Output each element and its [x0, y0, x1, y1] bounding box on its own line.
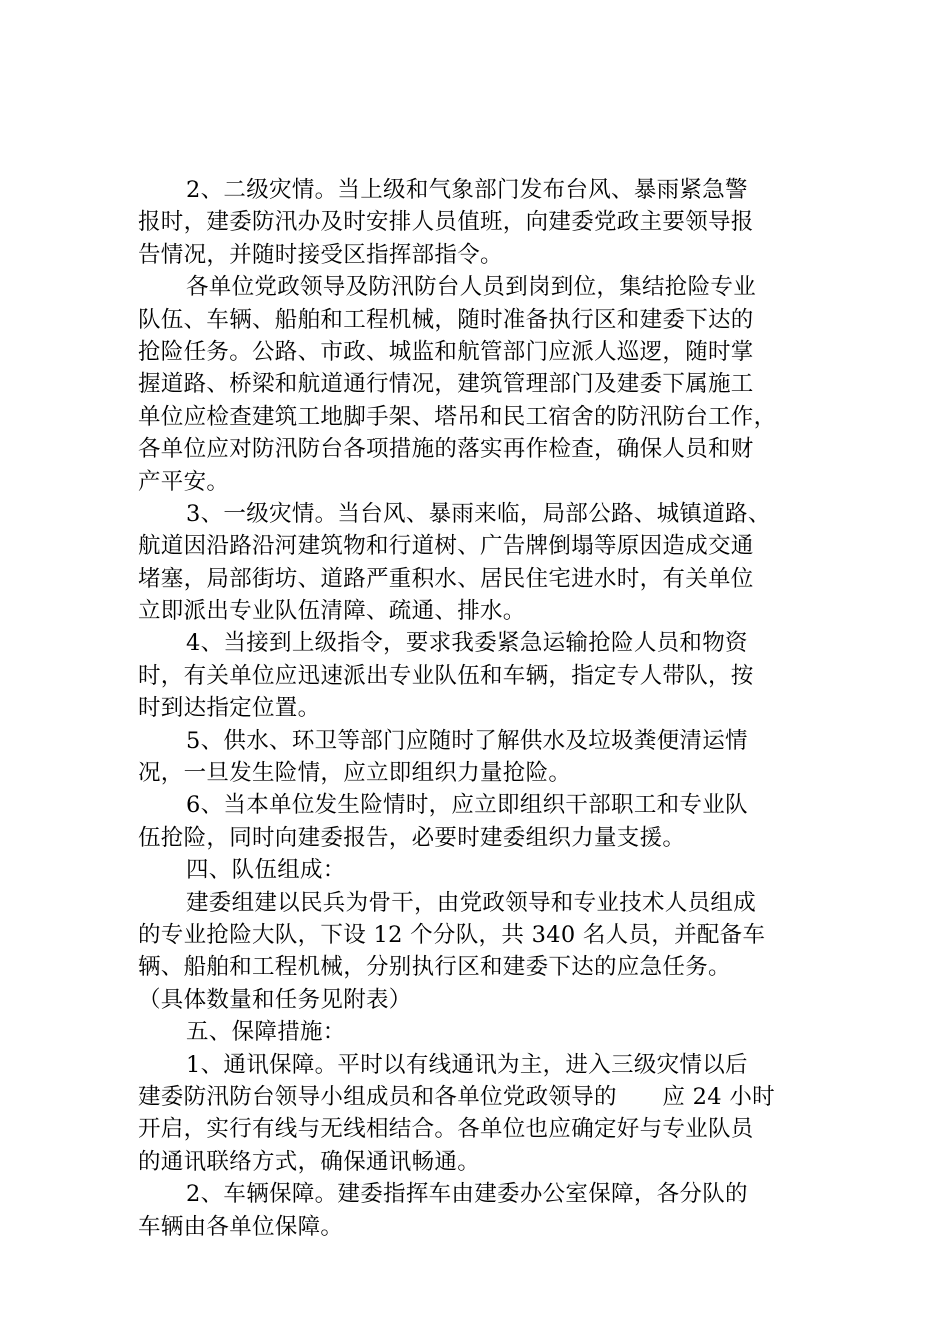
text-line-12: 航道因沿路沿河建筑物和行道树、广告牌倒塌等原因造成交通 — [138, 533, 754, 560]
text-line-18: 5、供水、环卫等部门应随时了解供水及垃圾粪便清运情 — [186, 727, 748, 754]
text-line-1: 2、二级灾情。当上级和气象部门发布台风、暴雨紧急警 — [186, 177, 748, 203]
text-line-15: 4、当接到上级指令，要求我委紧急运输抢险人员和物资 — [186, 630, 748, 657]
document-body — [138, 174, 838, 1243]
text-line-20: 6、当本单位发生险情时，应立即组织干部职工和专业队 — [186, 792, 748, 819]
text-line-21: 伍抢险，同时向建委报告，必要时建委组织力量支援。 — [138, 824, 686, 851]
text-line-11: 3、一级灾情。当台风、暴雨来临，局部公路、城镇道路、 — [186, 500, 771, 527]
text-line-4: 各单位党政领导及防汛防台人员到岗到位，集结抢险专业 — [186, 274, 757, 301]
text-line-31: 的通讯联络方式，确保通讯畅通。 — [138, 1148, 481, 1175]
text-line-13: 堵塞，局部街坊、道路严重积水、居民住宅进水时，有关单位 — [138, 565, 754, 592]
text-line-10: 产平安。 — [138, 468, 230, 495]
text-line-16: 时，有关单位应迅速派出专业队伍和车辆，指定专人带队，按 — [138, 662, 754, 689]
section-heading-4: 四、队伍组成： — [186, 857, 346, 884]
text-line-33: 车辆由各单位保障。 — [138, 1213, 344, 1240]
text-line-2: 报时，建委防汛办及时安排人员值班，向建委党政主要领导报 — [138, 209, 754, 236]
text-line-23: 建委组建以民兵为骨干，由党政领导和专业技术人员组成 — [186, 889, 757, 916]
text-line-28: 1、通讯保障。平时以有线通讯为主，进入三级灾情以后 — [186, 1051, 748, 1078]
text-line-29: 建委防汛防台领导小组成员和各单位党政领导的 应 24 小时 — [138, 1083, 775, 1110]
text-line-7: 握道路、桥梁和航道通行情况，建筑管理部门及建委下属施工 — [138, 371, 754, 398]
text-line-30: 开启，实行有线与无线相结合。各单位也应确定好与专业队员 — [138, 1116, 754, 1143]
text-line-3: 告情况，并随时接受区指挥部指令。 — [138, 241, 503, 268]
text-line-8: 单位应检查建筑工地脚手架、塔吊和民工宿舍的防汛防台工作， — [138, 403, 777, 430]
text-line-32: 2、车辆保障。建委指挥车由建委办公室保障，各分队的 — [186, 1181, 748, 1208]
text-line-9: 各单位应对防汛防台各项措施的落实再作检查，确保人员和财 — [138, 436, 754, 463]
text-line-17: 时到达指定位置。 — [138, 695, 321, 722]
text-line-14: 立即派出专业队伍清障、疏通、排水。 — [138, 598, 526, 625]
text-line-19: 况，一旦发生险情，应立即组织力量抢险。 — [138, 760, 572, 787]
section-heading-5: 五、保障措施： — [186, 1019, 346, 1046]
text-line-25: 辆、船舶和工程机械，分别执行区和建委下达的应急任务。 — [138, 954, 731, 981]
text-line-5: 队伍、车辆、船舶和工程机械，随时准备执行区和建委下达的 — [138, 306, 754, 333]
text-line-24: 的专业抢险大队，下设 12 个分队，共 340 名人员，并配备车 — [138, 921, 766, 948]
text-line-26: （具体数量和任务见附表） — [138, 986, 412, 1013]
text-line-6: 抢险任务。公路、市政、城监和航管部门应派人巡逻，随时掌 — [138, 338, 754, 365]
